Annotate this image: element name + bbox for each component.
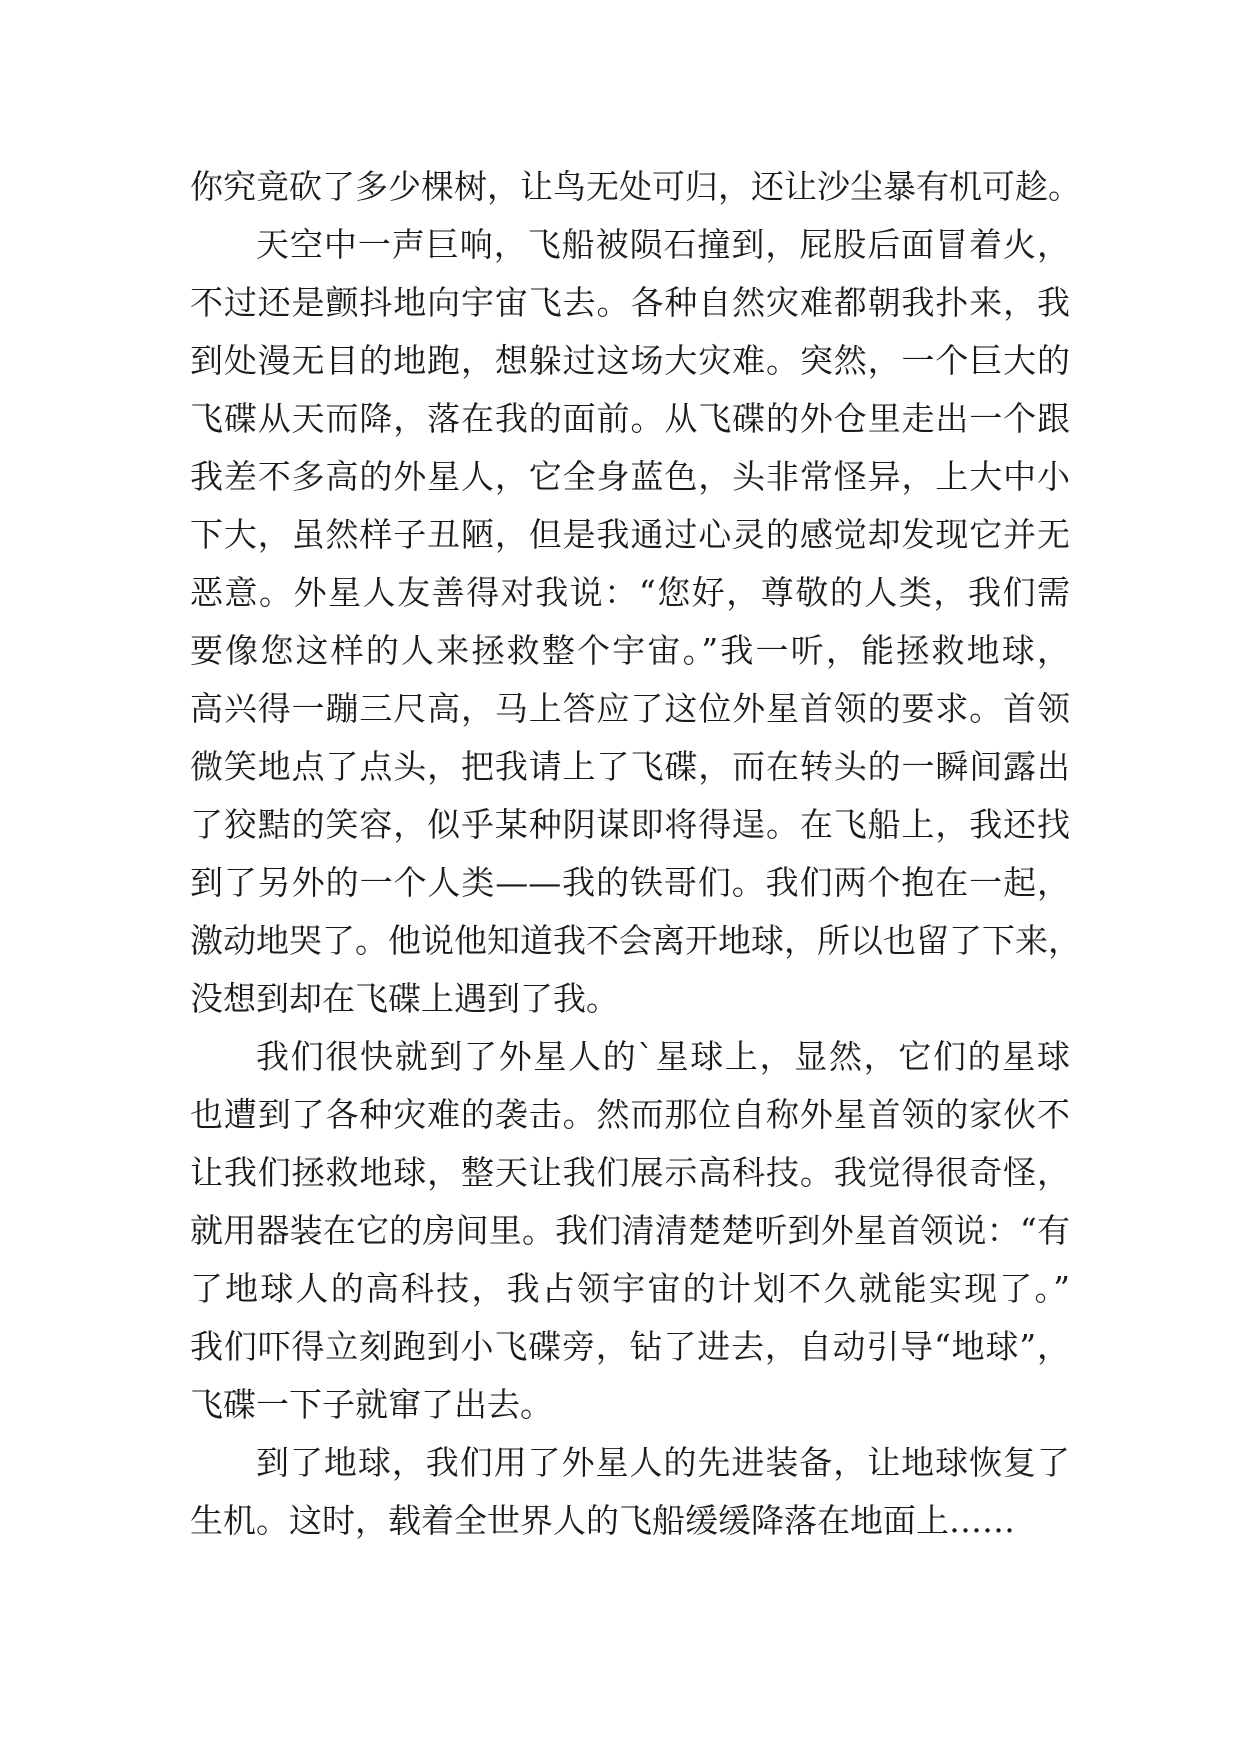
text-line: 天空中一声巨响，飞船被陨石撞到，屁股后面冒着火， xyxy=(256,225,1070,264)
text-line: 就用器装在它的房间里。我们清清楚楚听到外星首领说：“有 xyxy=(190,1211,1070,1250)
text-line: 到处漫无目的地跑，想躲过这场大灾难。突然，一个巨大的 xyxy=(190,341,1070,380)
text-line: 不过还是颤抖地向宇宙飞去。各种自然灾难都朝我扑来，我 xyxy=(190,283,1070,322)
text-line: 要像您这样的人来拯救整个宇宙。”我一听，能拯救地球， xyxy=(190,631,1070,670)
text-line: 飞碟一下子就窜了出去。 xyxy=(190,1385,553,1424)
text-line: 没想到却在飞碟上遇到了我。 xyxy=(190,979,619,1018)
text-line: 了地球人的高科技，我占领宇宙的计划不久就能实现了。” xyxy=(190,1269,1070,1308)
text-line: 我差不多高的外星人，它全身蓝色，头非常怪异，上大中小 xyxy=(190,457,1070,496)
text-line: 高兴得一蹦三尺高，马上答应了这位外星首领的要求。首领 xyxy=(190,689,1070,728)
text-line: 我们吓得立刻跑到小飞碟旁，钻了进去，自动引导“地球”， xyxy=(190,1327,1070,1366)
text-line: 恶意。外星人友善得对我说：“您好，尊敬的人类，我们需 xyxy=(190,573,1070,612)
body-text xyxy=(190,158,1081,1550)
text-line: 你究竟砍了多少棵树，让鸟无处可归，还让沙尘暴有机可趁。 xyxy=(190,167,1081,206)
text-line: 到了地球，我们用了外星人的先进装备，让地球恢复了 xyxy=(256,1443,1070,1482)
text-line: 下大，虽然样子丑陋，但是我通过心灵的感觉却发现它并无 xyxy=(190,515,1070,554)
text-line: 飞碟从天而降，落在我的面前。从飞碟的外仓里走出一个跟 xyxy=(190,399,1070,438)
text-line: 让我们拯救地球，整天让我们展示高科技。我觉得很奇怪， xyxy=(190,1153,1070,1192)
text-line: 了狡黠的笑容，似乎某种阴谋即将得逞。在飞船上，我还找 xyxy=(190,805,1070,844)
text-line: 也遭到了各种灾难的袭击。然而那位自称外星首领的家伙不 xyxy=(190,1095,1070,1134)
text-line: 微笑地点了点头，把我请上了飞碟，而在转头的一瞬间露出 xyxy=(190,747,1070,786)
text-line: 到了另外的一个人类——我的铁哥们。我们两个抱在一起， xyxy=(190,863,1070,902)
text-line: 激动地哭了。他说他知道我不会离开地球，所以也留了下来， xyxy=(190,921,1081,960)
text-line: 生机。这时，载着全世界人的飞船缓缓降落在地面上…… xyxy=(190,1501,1015,1540)
text-line: 我们很快就到了外星人的`星球上，显然，它们的星球 xyxy=(256,1037,1070,1076)
